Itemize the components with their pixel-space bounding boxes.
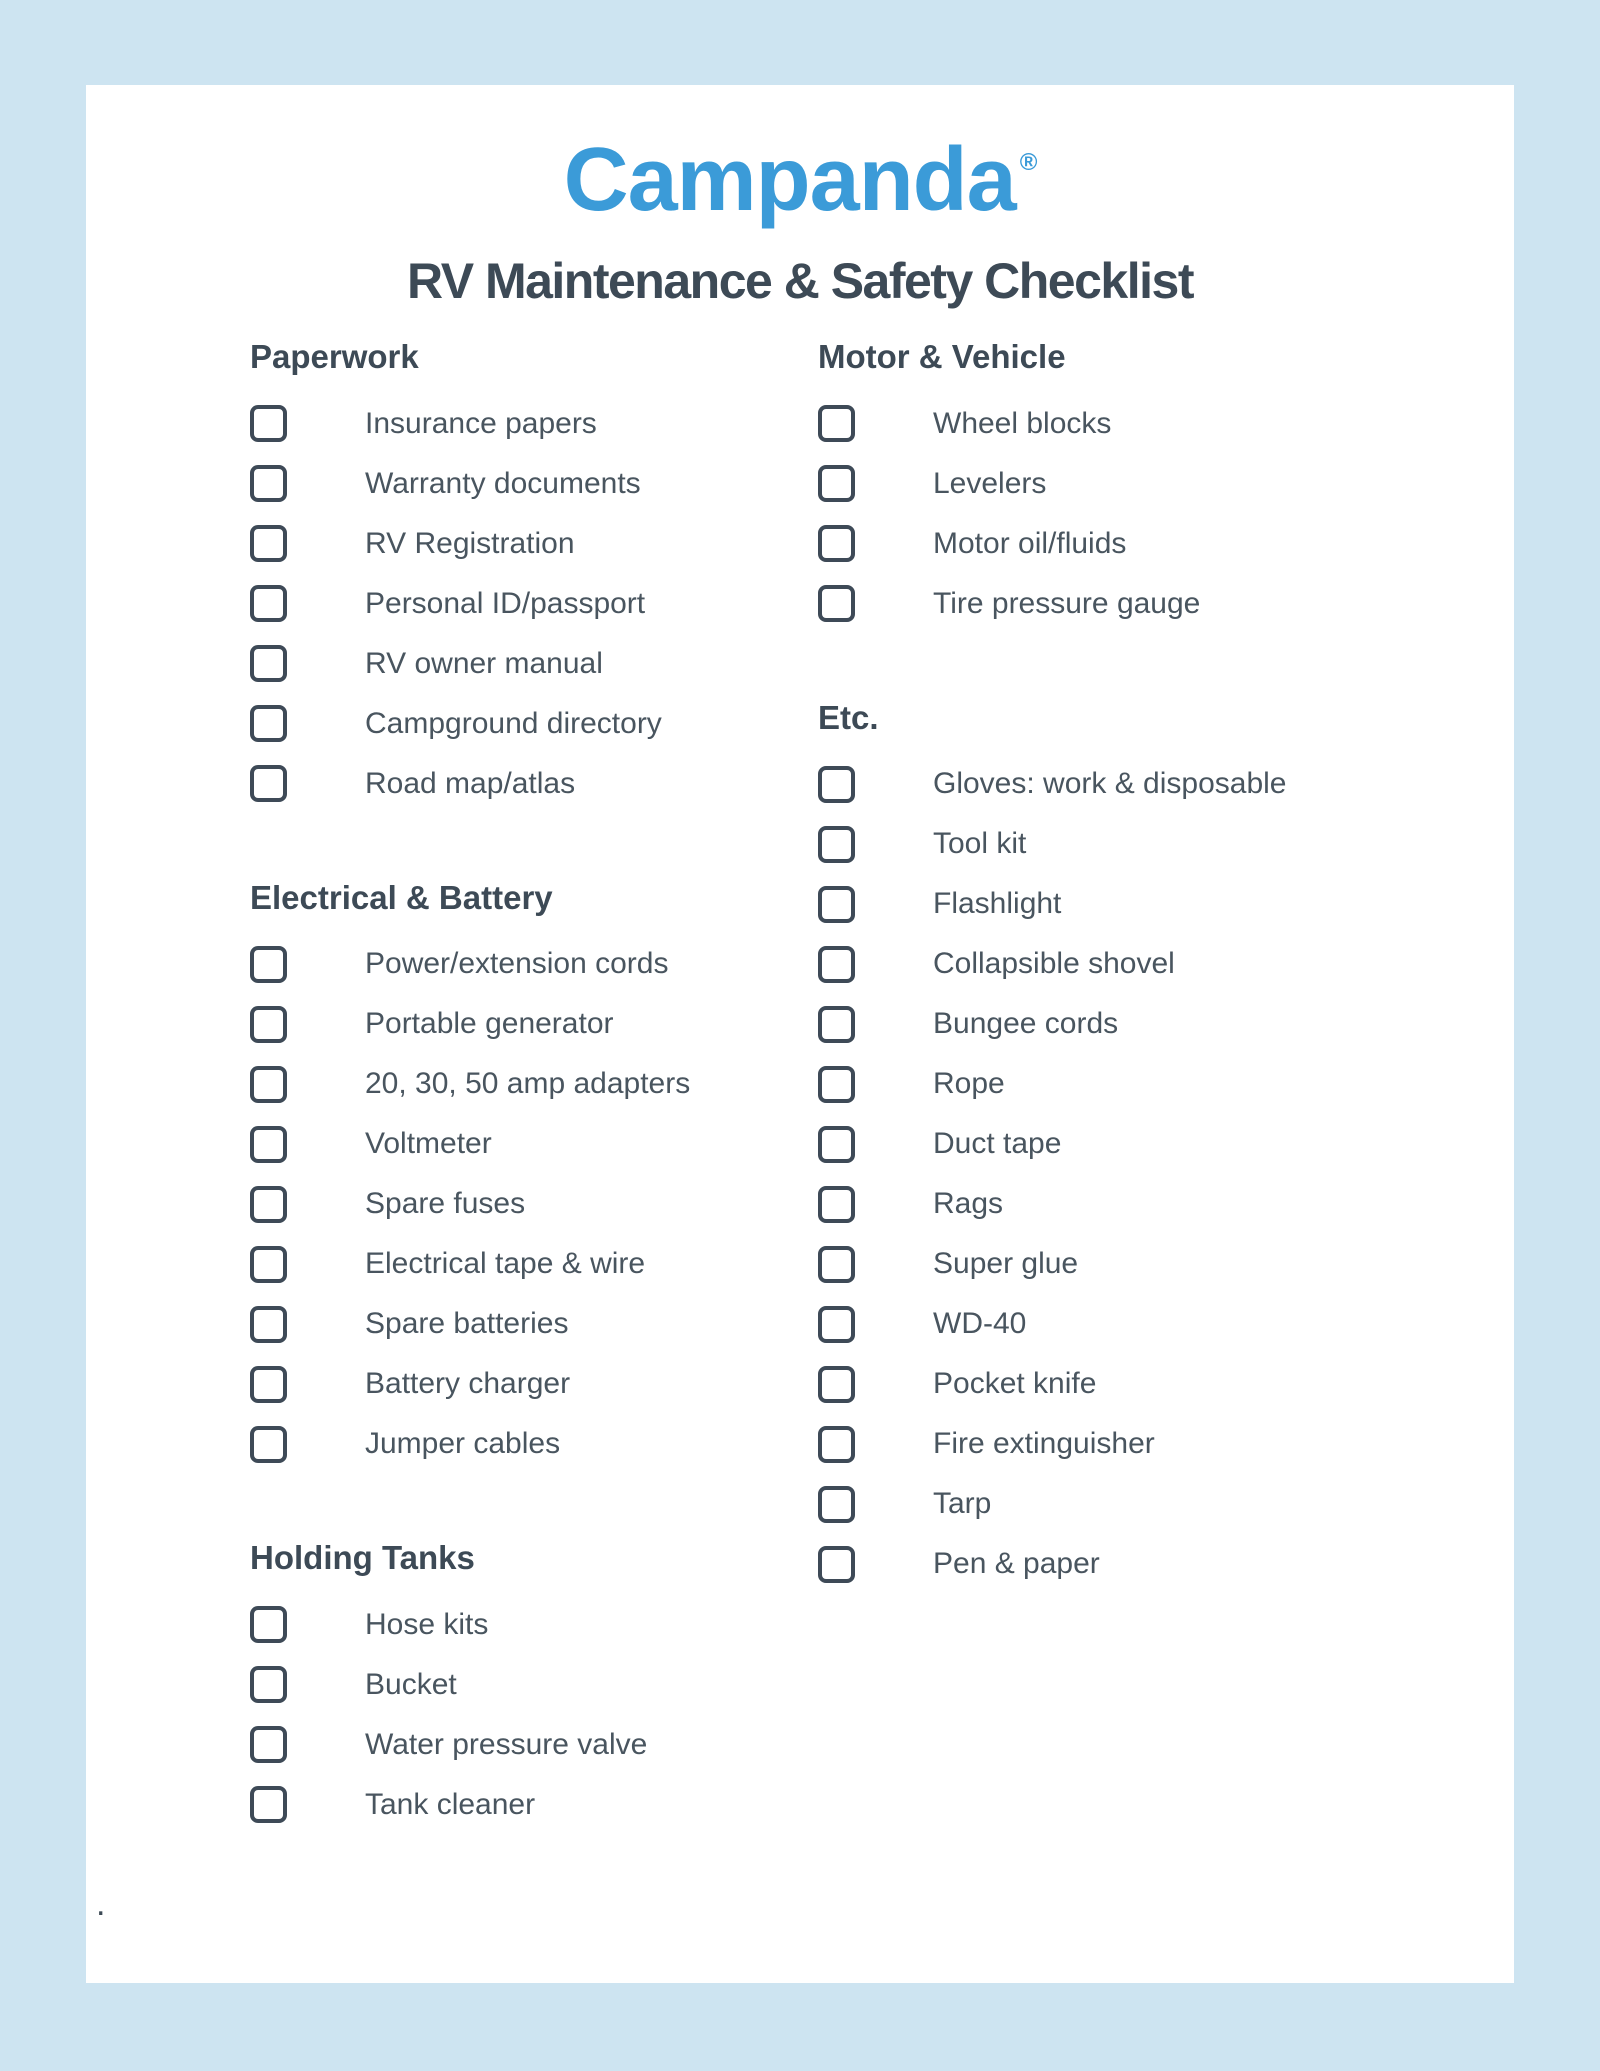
checklist-item-label: Bucket [365, 1667, 457, 1701]
checklist-item-label: Tire pressure gauge [933, 586, 1201, 620]
checklist-item-row [250, 1655, 818, 1715]
checklist-item-row [818, 874, 1514, 934]
checklist-item-label: Levelers [933, 466, 1047, 500]
checklist-item-label: Hose kits [365, 1607, 489, 1641]
checklist-item-label: Wheel blocks [933, 406, 1112, 440]
checklist-item-label: Flashlight [933, 887, 1062, 921]
checkbox[interactable] [250, 1426, 287, 1463]
checklist-item-label: Super glue [933, 1247, 1079, 1281]
checklist-item-label: Water pressure valve [365, 1727, 648, 1761]
checkbox[interactable] [250, 1726, 287, 1763]
checkbox[interactable] [818, 886, 855, 923]
checkbox[interactable] [250, 1666, 287, 1703]
checklist-item-row [250, 754, 818, 814]
page-header [86, 85, 1514, 311]
checklist-item-label: Collapsible shovel [933, 947, 1175, 981]
section-electrical-battery [250, 878, 818, 1475]
checklist-item-label: Electrical tape & wire [365, 1247, 646, 1281]
checklist-item-row [250, 994, 818, 1054]
checkbox[interactable] [818, 1426, 855, 1463]
checklist-item-row [818, 514, 1514, 574]
checklist-item-label: Battery charger [365, 1367, 571, 1401]
checklist-item-row [250, 1054, 818, 1114]
checklist-item-row [250, 1294, 818, 1354]
checklist-item-row [250, 934, 818, 994]
checklist-item-row [818, 1054, 1514, 1114]
checklist-item-label: Pocket knife [933, 1367, 1097, 1401]
checklist-item-label: Insurance papers [365, 406, 597, 440]
checkbox[interactable] [818, 585, 855, 622]
checklist-item-row [250, 1775, 818, 1835]
section-holding-tanks [250, 1538, 818, 1835]
checkbox[interactable] [250, 1366, 287, 1403]
section-motor-vehicle [818, 337, 1514, 634]
checkbox[interactable] [818, 766, 855, 803]
checklist-columns [250, 337, 1514, 1835]
checkbox[interactable] [250, 525, 287, 562]
left-column [250, 337, 818, 1835]
checklist-item-label: Duct tape [933, 1127, 1062, 1161]
checklist-item-row [818, 814, 1514, 874]
checkbox[interactable] [818, 946, 855, 983]
checklist-item-label: Fire extinguisher [933, 1427, 1155, 1461]
page-title: RV Maintenance & Safety Checklist [407, 253, 1193, 309]
checklist-item-row [250, 694, 818, 754]
checkbox[interactable] [250, 1606, 287, 1643]
section-heading: Electrical & Battery [250, 878, 553, 916]
checklist-item-row [250, 1414, 818, 1474]
checklist-item-label: Bungee cords [933, 1007, 1119, 1041]
checklist-item-row [250, 574, 818, 634]
checkbox[interactable] [818, 465, 855, 502]
checklist-item-row [818, 454, 1514, 514]
checklist-item-label: Power/extension cords [365, 947, 669, 981]
section-heading: Etc. [818, 698, 879, 736]
checklist-item-row [818, 574, 1514, 634]
checkbox[interactable] [250, 465, 287, 502]
checklist-item-row [818, 1414, 1514, 1474]
checklist-item-label: Tarp [933, 1487, 992, 1521]
checkbox[interactable] [250, 585, 287, 622]
checkbox[interactable] [818, 525, 855, 562]
checklist-item-label: Warranty documents [365, 466, 641, 500]
registered-trademark-icon: ® [1019, 149, 1037, 176]
checkbox[interactable] [818, 1126, 855, 1163]
section-paperwork [250, 337, 818, 814]
checklist-item-label: Tank cleaner [365, 1787, 536, 1821]
checklist-item-row [250, 1595, 818, 1655]
checkbox[interactable] [250, 1186, 287, 1223]
checklist-item-row [250, 634, 818, 694]
checklist-item-label: WD-40 [933, 1307, 1027, 1341]
checkbox[interactable] [250, 946, 287, 983]
checkbox[interactable] [818, 405, 855, 442]
stray-period-mark: . [96, 1885, 106, 1923]
checkbox[interactable] [818, 1066, 855, 1103]
checklist-item-label: RV owner manual [365, 646, 603, 680]
checklist-item-row [818, 1174, 1514, 1234]
checklist-item-row [818, 1474, 1514, 1534]
checkbox[interactable] [250, 405, 287, 442]
checklist-item-row [250, 1114, 818, 1174]
checkbox[interactable] [250, 1306, 287, 1343]
checkbox[interactable] [818, 1006, 855, 1043]
checkbox[interactable] [818, 1246, 855, 1283]
checkbox[interactable] [250, 765, 287, 802]
logo-text: Campanda [563, 130, 1016, 230]
checklist-item-label: Rags [933, 1187, 1004, 1221]
checklist-item-row [250, 514, 818, 574]
checkbox[interactable] [250, 645, 287, 682]
checklist-item-label: Spare fuses [365, 1187, 526, 1221]
section-heading: Holding Tanks [250, 1539, 475, 1577]
checkbox[interactable] [818, 1186, 855, 1223]
checkbox[interactable] [818, 1546, 855, 1583]
checklist-item-row [250, 1354, 818, 1414]
checklist-item-label: Jumper cables [365, 1427, 561, 1461]
checkbox[interactable] [818, 1366, 855, 1403]
checkbox[interactable] [250, 1126, 287, 1163]
checklist-item-label: Road map/atlas [365, 766, 576, 800]
checklist-item-label: Rope [933, 1067, 1005, 1101]
checklist-item-row [818, 994, 1514, 1054]
checkbox[interactable] [250, 1006, 287, 1043]
section-heading: Motor & Vehicle [818, 338, 1066, 375]
checklist-item-label: Campground directory [365, 706, 662, 740]
checklist-item-label: Portable generator [365, 1007, 614, 1041]
checkbox[interactable] [818, 1486, 855, 1523]
checklist-item-label: Gloves: work & disposable [933, 767, 1287, 801]
checklist-item-row [818, 394, 1514, 454]
checklist-item-label: 20, 30, 50 amp adapters [365, 1067, 691, 1101]
campanda-logo [86, 130, 1514, 230]
section-heading: Paperwork [250, 338, 419, 375]
checklist-item-row [818, 1114, 1514, 1174]
checklist-item-label: Motor oil/fluids [933, 526, 1127, 560]
checkbox[interactable] [250, 1066, 287, 1103]
right-column [818, 337, 1514, 1835]
checklist-item-row [818, 1234, 1514, 1294]
checkbox[interactable] [250, 1786, 287, 1823]
checklist-item-row [250, 394, 818, 454]
checklist-page [86, 85, 1514, 1983]
checklist-item-row [818, 1534, 1514, 1594]
checkbox[interactable] [250, 1246, 287, 1283]
checklist-item-row [818, 1294, 1514, 1354]
checklist-item-label: Personal ID/passport [365, 586, 646, 620]
checklist-item-row [818, 934, 1514, 994]
checklist-item-row [250, 1715, 818, 1775]
checklist-item-row [250, 454, 818, 514]
checkbox[interactable] [818, 1306, 855, 1343]
checklist-item-row [818, 1354, 1514, 1414]
checklist-item-row [250, 1234, 818, 1294]
checkbox[interactable] [818, 826, 855, 863]
checklist-item-row [818, 754, 1514, 814]
checklist-item-label: Tool kit [933, 827, 1027, 861]
section-etc [818, 698, 1514, 1595]
checklist-item-label: Spare batteries [365, 1307, 569, 1341]
checklist-item-label: Pen & paper [933, 1547, 1100, 1581]
checklist-item-row [250, 1174, 818, 1234]
checklist-item-label: RV Registration [365, 526, 575, 560]
checkbox[interactable] [250, 705, 287, 742]
checklist-item-label: Voltmeter [365, 1127, 492, 1161]
